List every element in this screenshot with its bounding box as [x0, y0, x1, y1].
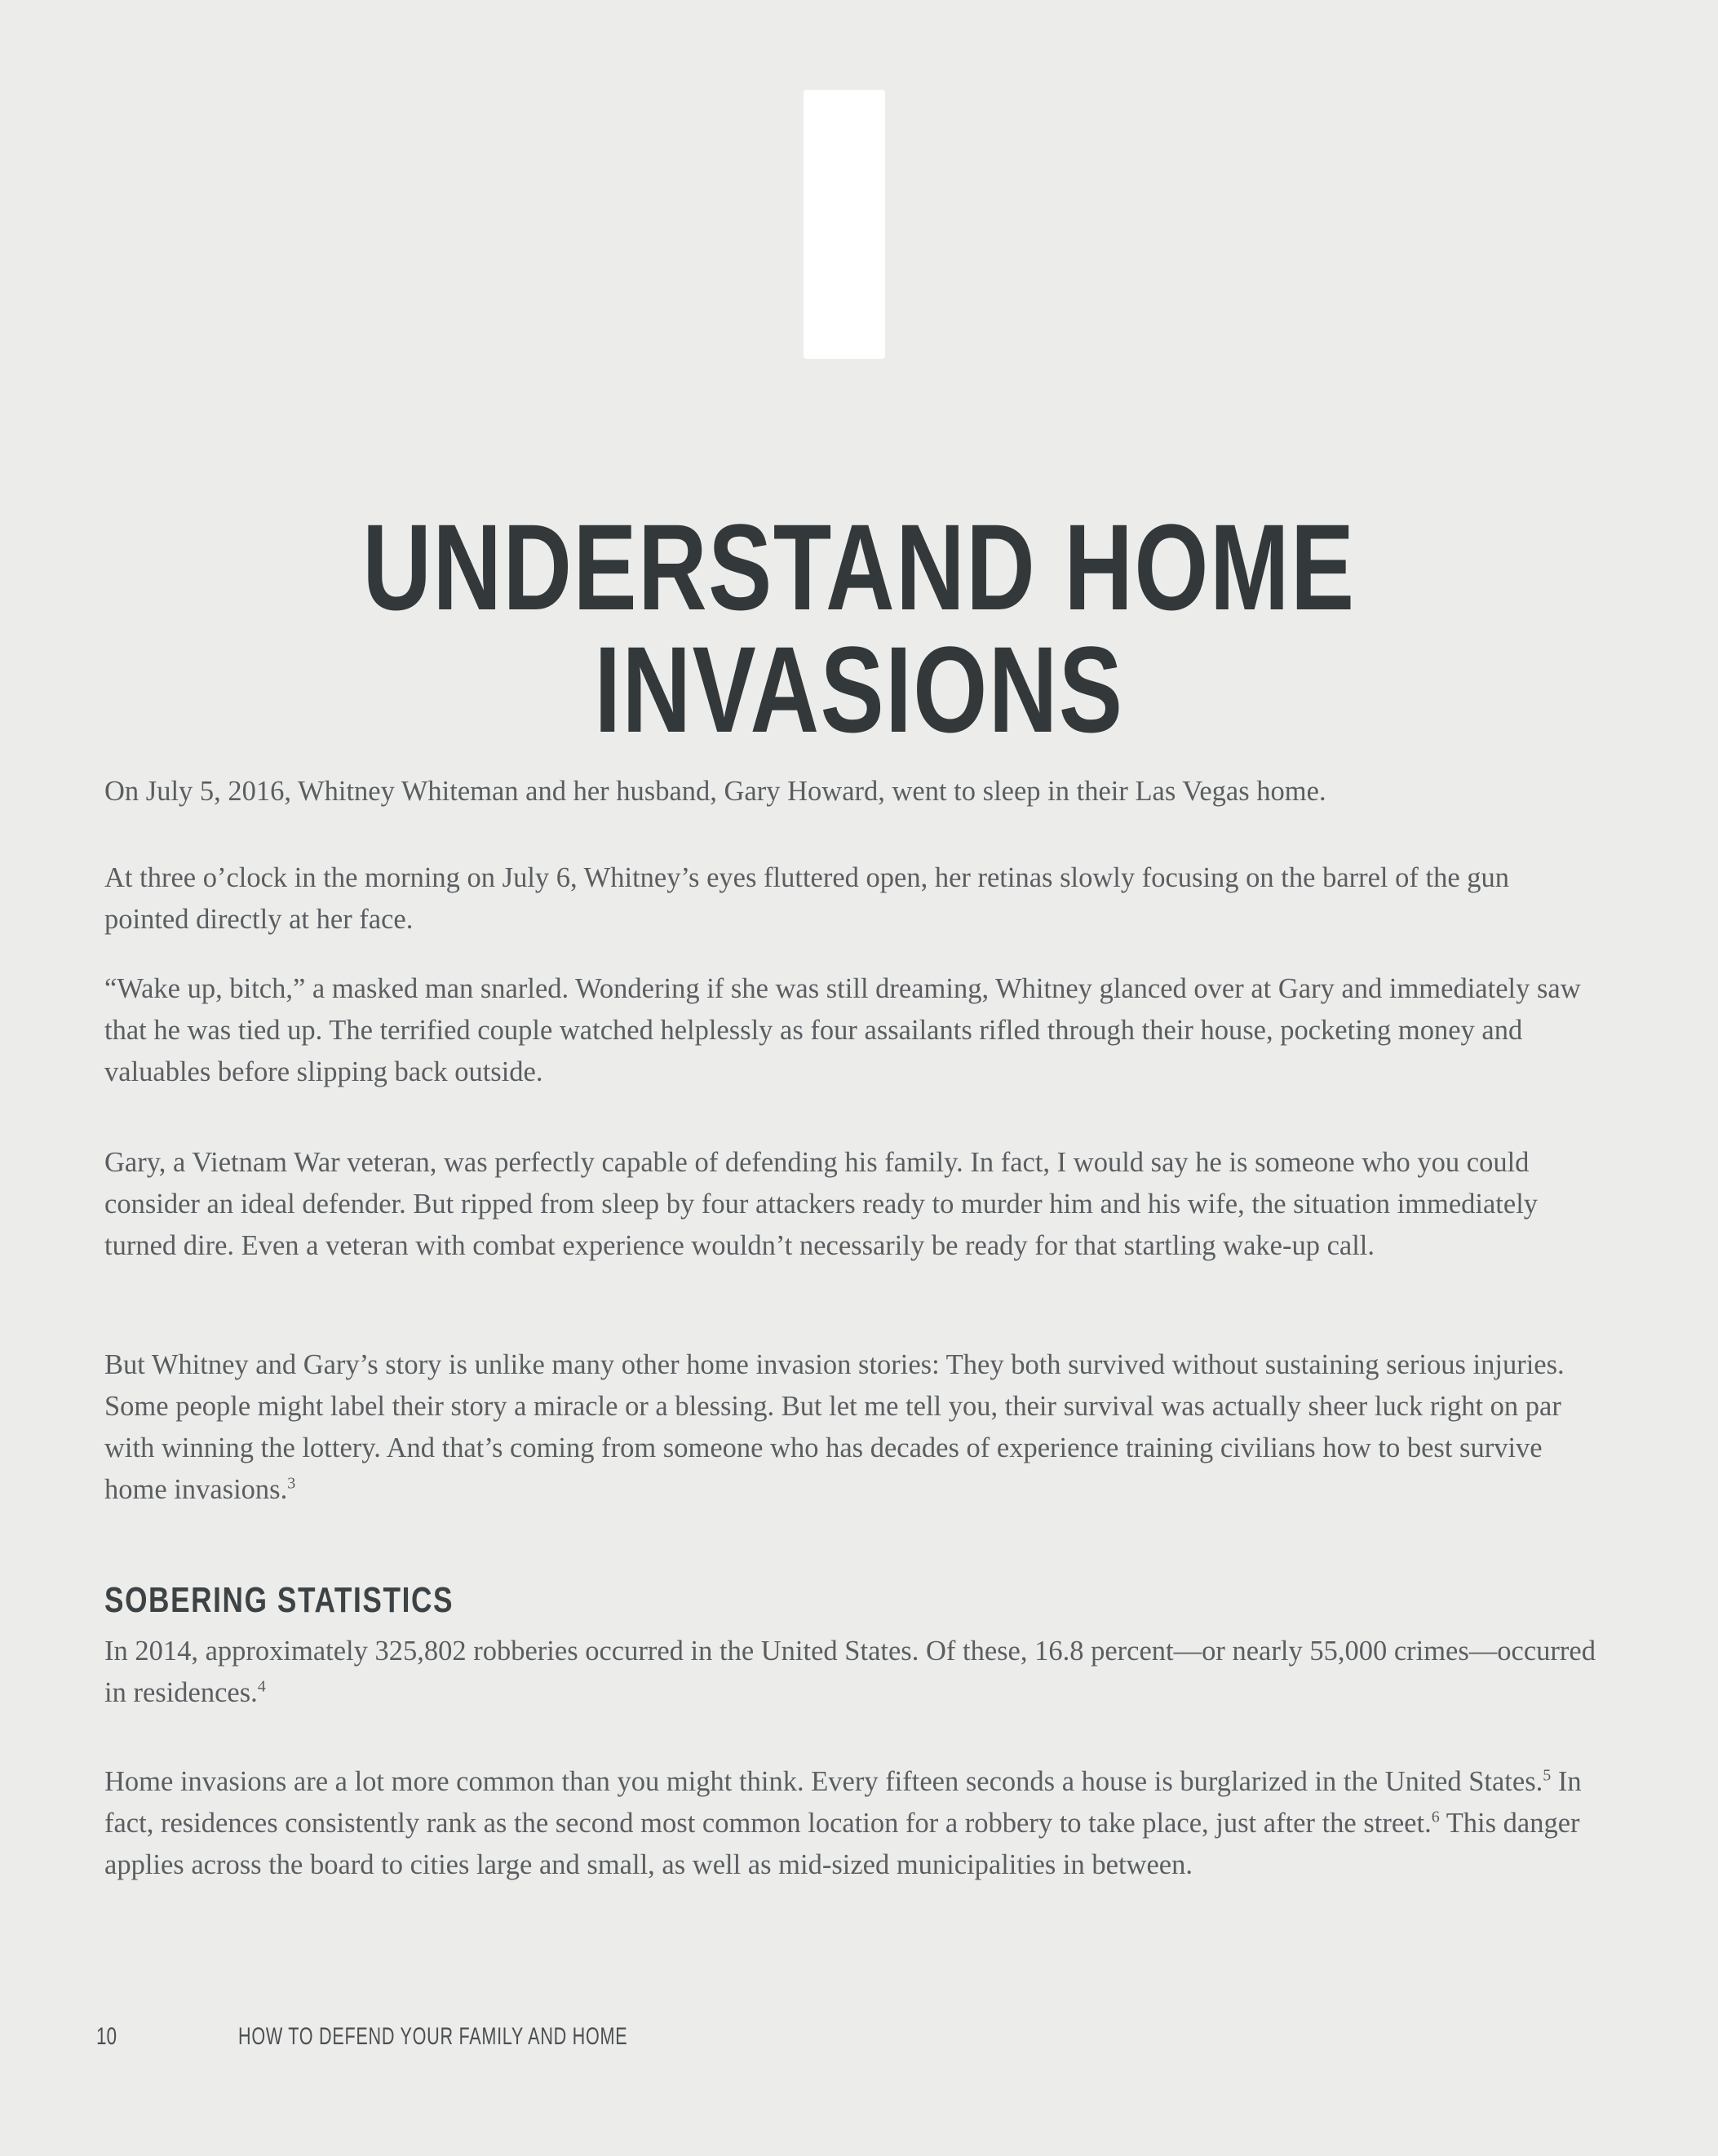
footnote-marker[interactable]: 5 [1543, 1766, 1552, 1785]
paragraph-text: At three o’clock in the morning on July 6, Whitney’s eyes fluttered open, her retinas slowly focusing on the barrel of the gun pointed directly at her face. [104, 862, 1510, 935]
paragraph-3 [104, 968, 1597, 1093]
chapter-number [804, 90, 885, 359]
paragraph-text: In fact, residences consistently rank as the second most common location for a robbery to take place, just after the street. [104, 1766, 1582, 1839]
section-paragraph-2 [104, 1761, 1597, 1886]
section-paragraph-1 [104, 1631, 1597, 1714]
running-footer-title: HOW TO DEFEND YOUR FAMILY AND HOME [238, 2023, 628, 2050]
paragraph-text: Gary, a Vietnam War veteran, was perfectly capable of defending his family. In fact, I would say he is someone who you could consider an ideal defender. But ripped from sleep by four attackers ready to murder him and his wife, the situation immediately turned dire. Even a veteran with combat experience wouldn’t necessarily be ready for that startling wake-up call. [104, 1147, 1539, 1261]
paragraph-text: This danger applies across the board to cities large and small, as well as mid-sized municipalities in between. [104, 1808, 1580, 1880]
page-number: 10 [96, 2023, 117, 2050]
paragraph-2 [104, 857, 1597, 941]
paragraph-text: Home invasions are a lot more common than you might think. Every fifteen seconds a house is burglarized in the United States. [104, 1766, 1543, 1797]
paragraph-1 [104, 771, 1597, 812]
paragraph-5 [104, 1344, 1597, 1511]
paragraph-text: But Whitney and Gary’s story is unlike many other home invasion stories: They both survived without sustaining serious injuries. Some people might label their story a miracle or a blessing. But let me tell you, their survival was actually sheer luck right on par with winning the lottery. And that’s coming from someone who has decades of experience training civilians how to best survive home invasions. [104, 1349, 1565, 1505]
paragraph-text: “Wake up, bitch,” a masked man snarled. Wondering if she was still dreaming, Whitney glanced over at Gary and immediately saw that he was tied up. The terrified couple watched helplessly as four assailants rifled through their house, pocketing money and valuables before slipping back outside. [104, 973, 1581, 1087]
paragraph-text: On July 5, 2016, Whitney Whiteman and her husband, Gary Howard, went to sleep in their Las Vegas home. [104, 776, 1326, 807]
paragraph-text: In 2014, approximately 325,802 robberies occurred in the United States. Of these, 16.8 percent—or nearly 55,000 crimes—occurred in residences. [104, 1636, 1596, 1708]
section-heading: SOBERING STATISTICS [104, 1580, 454, 1620]
footnote-marker[interactable]: 3 [287, 1474, 296, 1493]
chapter-title: UNDERSTAND HOME INVASIONS [362, 498, 1356, 758]
paragraph-4 [104, 1142, 1597, 1267]
footnote-marker[interactable]: 4 [257, 1677, 266, 1696]
footnote-marker[interactable]: 6 [1431, 1808, 1440, 1826]
